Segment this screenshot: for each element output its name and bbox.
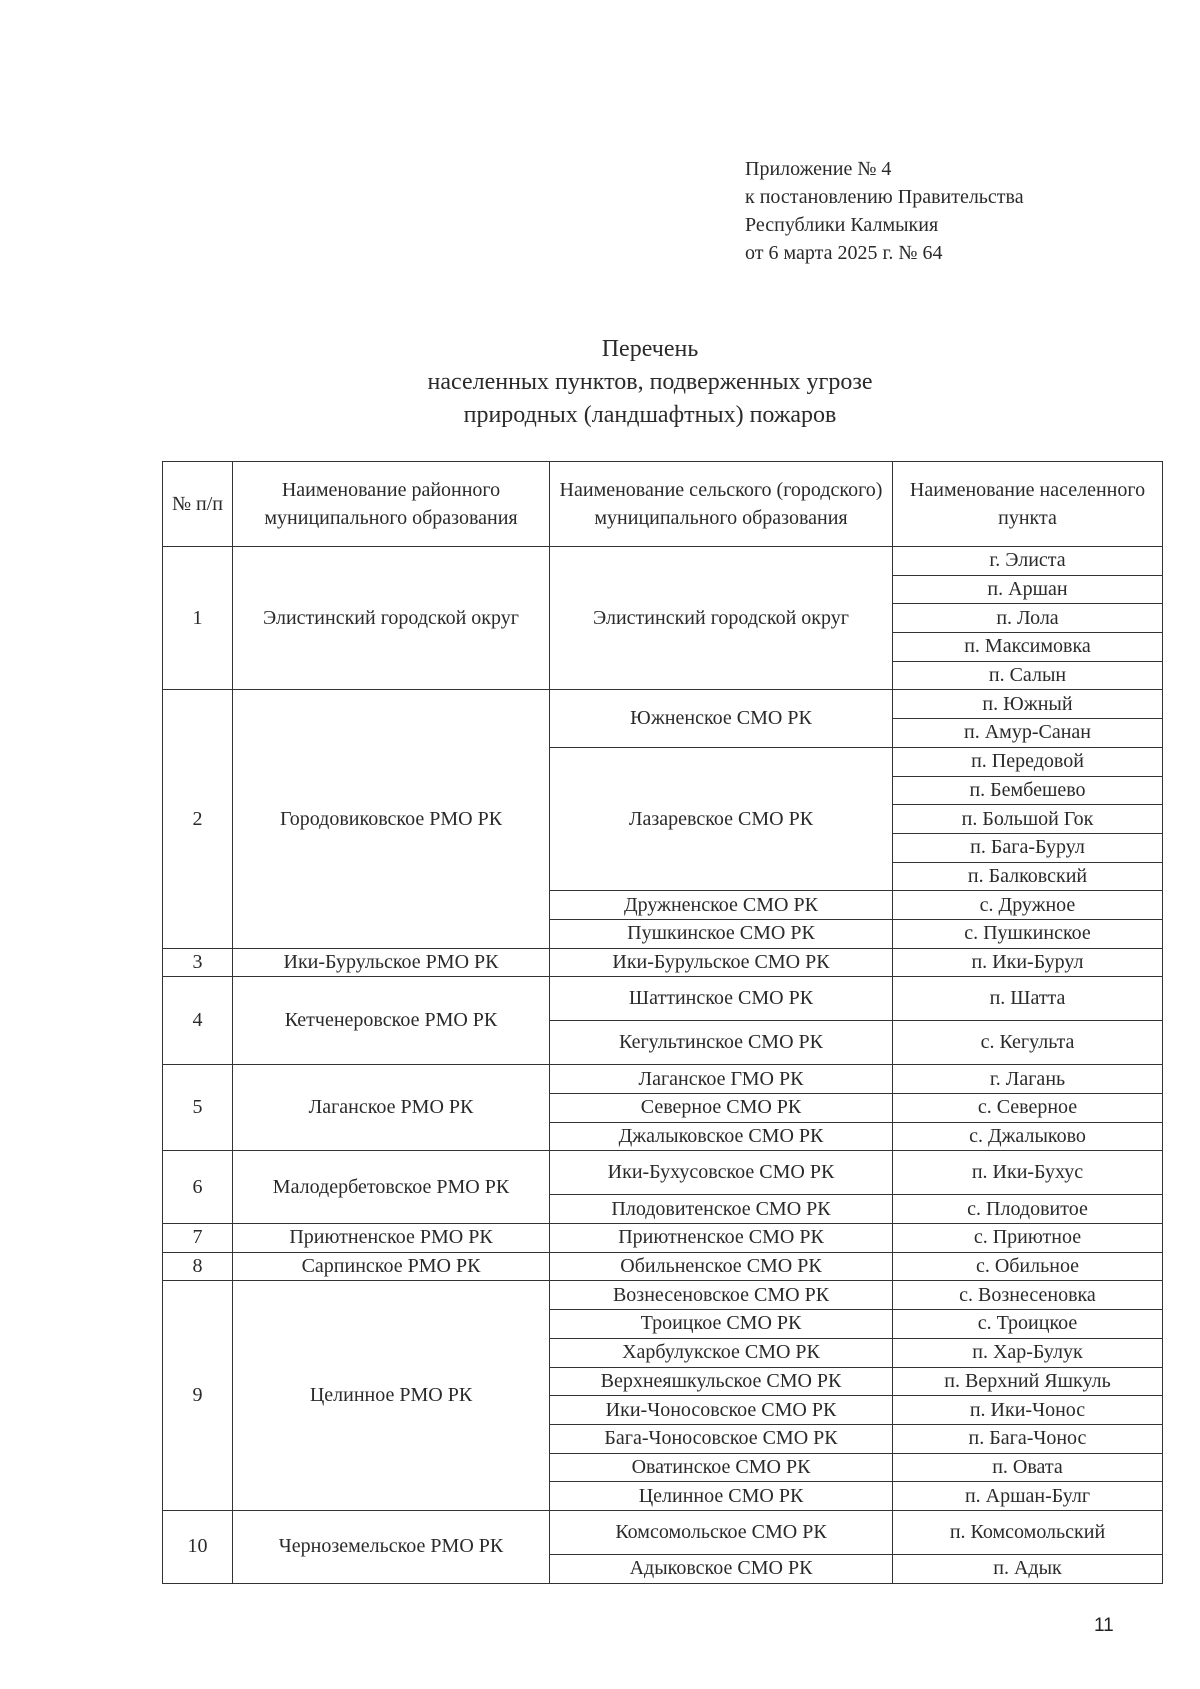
settlement-cell: п. Аршан-Булг: [893, 1482, 1163, 1511]
district-cell: Городовиковское РМО РК: [233, 690, 550, 948]
settlement-cell: п. Шатта: [893, 977, 1163, 1021]
appendix-ref: к постановлению Правительства: [745, 186, 1024, 208]
municipality-cell: Пушкинское СМО РК: [550, 919, 893, 948]
title-line-3: природных (ландшафтных) пожаров: [463, 402, 837, 428]
table-header-row: [163, 462, 1163, 547]
municipality-cell: Южненское СМО РК: [550, 690, 893, 747]
settlement-cell: с. Приютное: [893, 1224, 1163, 1253]
settlement-cell: п. Большой Гок: [893, 805, 1163, 834]
district-cell: Лаганское РМО РК: [233, 1065, 550, 1151]
settlement-cell: п. Комсомольский: [893, 1510, 1163, 1554]
table-row: [163, 1281, 1163, 1310]
district-cell: Кетченеровское РМО РК: [233, 977, 550, 1065]
row-number-cell: 7: [163, 1224, 233, 1253]
row-number-cell: 8: [163, 1252, 233, 1281]
appendix-number: Приложение № 4: [745, 158, 892, 180]
settlement-cell: с. Кегульта: [893, 1021, 1163, 1065]
row-number-cell: 2: [163, 690, 233, 948]
municipality-cell: Ики-Бурульское СМО РК: [550, 948, 893, 977]
table-row: [163, 1065, 1163, 1094]
row-number-cell: 4: [163, 977, 233, 1065]
municipality-cell: Лазаревское СМО РК: [550, 747, 893, 890]
row-number-cell: 9: [163, 1281, 233, 1511]
district-cell: Малодербетовское РМО РК: [233, 1151, 550, 1224]
settlement-cell: п. Верхний Яшкуль: [893, 1367, 1163, 1396]
table-body: [163, 547, 1163, 1584]
municipality-cell: Верхнеяшкульское СМО РК: [550, 1367, 893, 1396]
municipality-cell: Обильненское СМО РК: [550, 1252, 893, 1281]
settlement-cell: п. Балковский: [893, 862, 1163, 891]
table-row: [163, 948, 1163, 977]
settlement-cell: п. Бембешево: [893, 776, 1163, 805]
municipality-cell: Джалыковское СМО РК: [550, 1122, 893, 1151]
settlement-cell: с. Обильное: [893, 1252, 1163, 1281]
table-row: [163, 547, 1163, 576]
municipality-cell: Целинное СМО РК: [550, 1482, 893, 1511]
municipality-cell: Адыковское СМО РК: [550, 1554, 893, 1583]
municipality-cell: Кегультинское СМО РК: [550, 1021, 893, 1065]
settlement-cell: п. Лола: [893, 604, 1163, 633]
table-row: [163, 1252, 1163, 1281]
header-district: Наименование районного муниципального образования: [233, 462, 550, 547]
municipality-cell: Вознесеновское СМО РК: [550, 1281, 893, 1310]
settlement-cell: п. Амур-Санан: [893, 719, 1163, 748]
page-number: 11: [1094, 1615, 1114, 1636]
settlement-cell: п. Ики-Чонос: [893, 1396, 1163, 1425]
table-row: [163, 1510, 1163, 1554]
settlements-table: [162, 461, 1163, 1584]
municipality-cell: Бага-Чоносовское СМО РК: [550, 1424, 893, 1453]
settlement-cell: с. Плодовитое: [893, 1195, 1163, 1224]
municipality-cell: Троицкое СМО РК: [550, 1310, 893, 1339]
municipality-cell: Комсомольское СМО РК: [550, 1510, 893, 1554]
row-number-cell: 6: [163, 1151, 233, 1224]
settlement-cell: п. Максимовка: [893, 633, 1163, 662]
district-cell: Целинное РМО РК: [233, 1281, 550, 1511]
settlement-cell: с. Троицкое: [893, 1310, 1163, 1339]
settlement-cell: п. Бага-Бурул: [893, 833, 1163, 862]
municipality-cell: Ики-Бухусовское СМО РК: [550, 1151, 893, 1195]
municipality-cell: Шаттинское СМО РК: [550, 977, 893, 1021]
municipality-cell: Северное СМО РК: [550, 1094, 893, 1123]
settlement-cell: п. Салын: [893, 661, 1163, 690]
table-row: [163, 977, 1163, 1021]
municipality-cell: Приютненское СМО РК: [550, 1224, 893, 1253]
appendix-block: [745, 155, 1024, 267]
municipality-cell: Лаганское ГМО РК: [550, 1065, 893, 1094]
settlement-cell: г. Лагань: [893, 1065, 1163, 1094]
row-number-cell: 1: [163, 547, 233, 690]
table-row: [163, 1224, 1163, 1253]
settlement-cell: п. Аршан: [893, 575, 1163, 604]
district-cell: Приютненское РМО РК: [233, 1224, 550, 1253]
table-row: [163, 1151, 1163, 1195]
header-settlement: Наименование населенного пункта: [893, 462, 1163, 547]
settlement-cell: п. Хар-Булук: [893, 1338, 1163, 1367]
settlement-cell: п. Ики-Бурул: [893, 948, 1163, 977]
table-row: [163, 690, 1163, 719]
header-number: № п/п: [163, 462, 233, 547]
settlement-cell: п. Овата: [893, 1453, 1163, 1482]
municipality-cell: Дружненское СМО РК: [550, 891, 893, 920]
district-cell: Черноземельское РМО РК: [233, 1510, 550, 1583]
municipality-cell: Ики-Чоносовское СМО РК: [550, 1396, 893, 1425]
settlement-cell: п. Южный: [893, 690, 1163, 719]
municipality-cell: Элистинский городской округ: [550, 547, 893, 690]
municipality-cell: Оватинское СМО РК: [550, 1453, 893, 1482]
settlement-cell: г. Элиста: [893, 547, 1163, 576]
settlement-cell: п. Передовой: [893, 747, 1163, 776]
settlement-cell: с. Вознесеновка: [893, 1281, 1163, 1310]
municipality-cell: Харбулукское СМО РК: [550, 1338, 893, 1367]
settlement-cell: п. Ики-Бухус: [893, 1151, 1163, 1195]
district-cell: Сарпинское РМО РК: [233, 1252, 550, 1281]
appendix-date: от 6 марта 2025 г. № 64: [745, 242, 943, 264]
row-number-cell: 10: [163, 1510, 233, 1583]
row-number-cell: 3: [163, 948, 233, 977]
header-municipality: Наименование сельского (городского) муниципального образования: [550, 462, 893, 547]
settlement-cell: п. Бага-Чонос: [893, 1424, 1163, 1453]
title-line-1: Перечень: [601, 336, 699, 362]
district-cell: Элистинский городской округ: [233, 547, 550, 690]
settlement-cell: п. Адык: [893, 1554, 1163, 1583]
document-title: [160, 333, 1140, 432]
municipality-cell: Плодовитенское СМО РК: [550, 1195, 893, 1224]
district-cell: Ики-Бурульское РМО РК: [233, 948, 550, 977]
settlement-cell: с. Северное: [893, 1094, 1163, 1123]
row-number-cell: 5: [163, 1065, 233, 1151]
settlement-cell: с. Джалыково: [893, 1122, 1163, 1151]
settlement-cell: с. Пушкинское: [893, 919, 1163, 948]
title-line-2: населенных пунктов, подверженных угрозе: [427, 369, 873, 395]
settlement-cell: с. Дружное: [893, 891, 1163, 920]
appendix-authority: Республики Калмыкия: [745, 214, 939, 236]
